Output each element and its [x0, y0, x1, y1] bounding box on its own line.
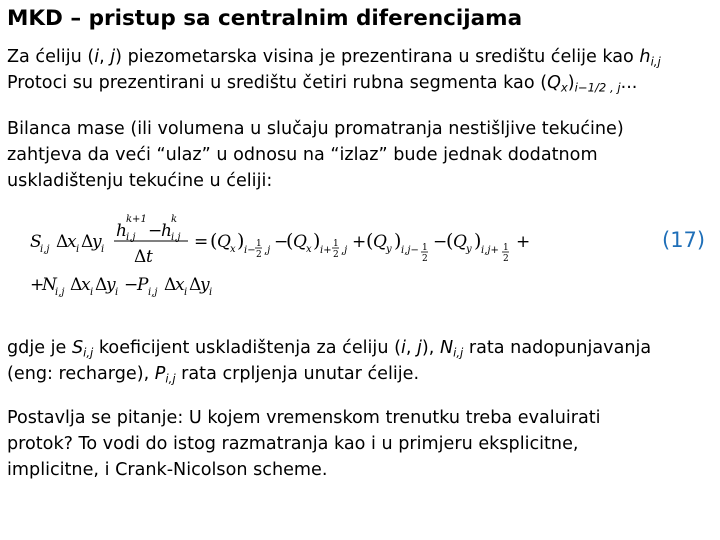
svg-text:h: h: [116, 221, 127, 241]
svg-text:(: (: [366, 230, 374, 252]
svg-text:y: y: [200, 275, 210, 295]
svg-text:2: 2: [256, 250, 262, 260]
svg-text:2: 2: [503, 254, 509, 264]
svg-text:k+1: k+1: [126, 214, 147, 225]
svg-text:y: y: [92, 232, 102, 252]
question-line-2: protok? To vodi do istog razmatranja kao i u primjeru eksplicitne,: [7, 434, 579, 454]
svg-text:i,j−: i,j−: [401, 245, 419, 256]
svg-text:Q: Q: [453, 232, 467, 252]
svg-text:i,j: i,j: [171, 232, 181, 243]
intro-line-1: Za ćeliju (i, j) piezometarska visina je prezentirana u središtu ćelije kao $h_{i,j}$: [7, 47, 661, 69]
svg-text:i: i: [90, 287, 94, 298]
svg-text:i,j+: i,j+: [481, 245, 499, 256]
definitions-line-2: (eng: recharge), $P_{i,j}$ rata crpljenja unutar ćelije.: [7, 364, 420, 386]
svg-text:−: −: [148, 221, 163, 241]
svg-text:i: i: [115, 287, 119, 298]
svg-text:x: x: [230, 244, 236, 255]
svg-text:): ): [474, 230, 482, 252]
svg-text:(: (: [286, 230, 294, 252]
svg-text:Δ: Δ: [81, 232, 94, 252]
mass-balance-equation: [30, 208, 610, 300]
svg-text:Δ: Δ: [189, 275, 202, 295]
svg-text:x: x: [306, 244, 312, 255]
svg-text:h: h: [161, 221, 172, 241]
mass-balance-line-1: Bilanca mase (ili volumena u slučaju promatranja nestišljive tekućine): [7, 119, 624, 139]
svg-text:i,j: i,j: [126, 232, 136, 243]
svg-text:y: y: [386, 244, 392, 255]
question-paragraph: [7, 405, 601, 483]
svg-text:i: i: [76, 244, 80, 255]
svg-text:t: t: [146, 247, 153, 267]
svg-text:): ): [394, 230, 402, 252]
svg-text:−: −: [433, 232, 448, 252]
svg-text:,j: ,j: [264, 245, 271, 256]
svg-text:x: x: [67, 232, 77, 252]
svg-text:Δ: Δ: [164, 275, 177, 295]
svg-text:i,j: i,j: [40, 244, 50, 255]
slide-title: MKD – pristup sa centralnim diferencijama: [7, 6, 523, 31]
svg-text:(: (: [446, 230, 454, 252]
intro-line-2: Protoci su prezentirani u središtu četiri rubna segmenta kao $(Q_x)_{i-1/2 , j}$...: [7, 73, 638, 95]
svg-text:1: 1: [333, 239, 339, 249]
svg-text:−: −: [274, 232, 289, 252]
mass-balance-line-2: zahtjeva da veći “ulaz” u odnosu na “izlaz” bude jednak dodatnom: [7, 145, 598, 165]
definitions-paragraph: [7, 335, 651, 387]
svg-text:2: 2: [422, 254, 428, 264]
svg-text:1: 1: [503, 243, 509, 253]
svg-text:1: 1: [422, 243, 428, 253]
svg-text:2: 2: [333, 250, 339, 260]
svg-text:y: y: [466, 244, 472, 255]
svg-text:k: k: [171, 214, 178, 225]
svg-text:Δ: Δ: [95, 275, 108, 295]
intro-paragraph: [7, 44, 661, 96]
svg-text:1: 1: [256, 239, 262, 249]
svg-text:Q: Q: [293, 232, 307, 252]
svg-text:y: y: [106, 275, 116, 295]
svg-text:P: P: [137, 275, 149, 295]
svg-text:=: =: [194, 232, 209, 252]
svg-text:Δ: Δ: [134, 247, 147, 267]
svg-text:S: S: [30, 232, 42, 252]
svg-text:i+: i+: [320, 245, 332, 256]
mass-balance-paragraph: [7, 116, 624, 194]
svg-text:i,j: i,j: [148, 287, 158, 298]
svg-text:i−: i−: [244, 245, 256, 256]
svg-text:,j: ,j: [341, 245, 348, 256]
svg-text:Q: Q: [373, 232, 387, 252]
svg-text:Δ: Δ: [56, 232, 69, 252]
svg-text:(: (: [210, 230, 218, 252]
svg-text:i,j: i,j: [55, 287, 65, 298]
question-line-3: implicitne, i Crank-Nicolson scheme.: [7, 460, 328, 480]
svg-text:i: i: [101, 244, 105, 255]
question-line-1: Postavlja se pitanje: U kojem vremenskom trenutku treba evaluirati: [7, 408, 601, 428]
svg-text:+: +: [352, 232, 367, 252]
svg-text:N: N: [42, 275, 57, 295]
svg-text:x: x: [81, 275, 91, 295]
svg-text:−: −: [124, 275, 139, 295]
svg-text:): ): [237, 230, 245, 252]
svg-text:): ): [313, 230, 321, 252]
svg-text:Q: Q: [217, 232, 231, 252]
svg-text:Δ: Δ: [70, 275, 83, 295]
mass-balance-line-3: uskladištenju tekućine u ćeliji:: [7, 171, 273, 191]
definitions-line-1: gdje je $S_{i,j}$ koeficijent uskladištenja za ćeliju (i, j), $N_{i,j}$ rata nadopunjavanja: [7, 338, 652, 360]
svg-text:i: i: [184, 287, 188, 298]
equation-number: (17): [662, 228, 706, 252]
svg-text:+: +: [30, 275, 45, 295]
svg-text:+: +: [516, 232, 531, 252]
svg-text:x: x: [175, 275, 185, 295]
svg-text:i: i: [209, 287, 213, 298]
